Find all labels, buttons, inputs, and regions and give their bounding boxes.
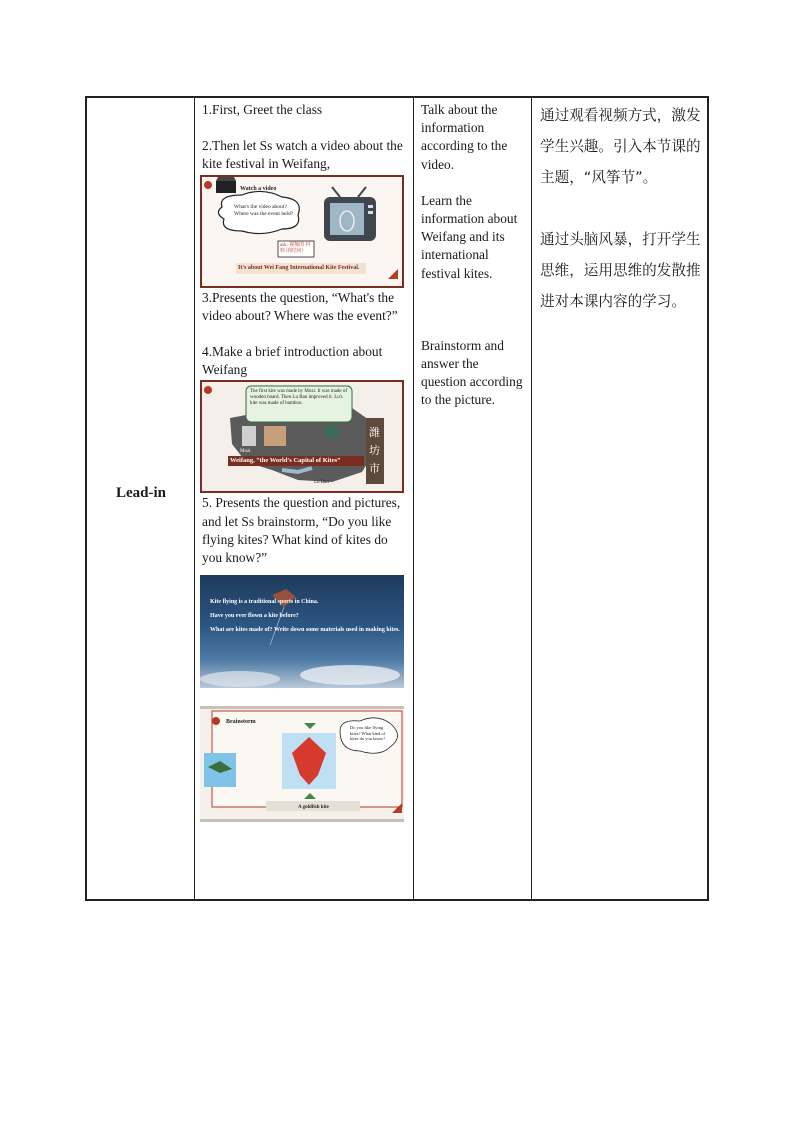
kite-sky-line-1: Kite flying is a traditional sports in China. [210, 599, 319, 606]
video-slide-image [200, 175, 404, 288]
brainstorm-slide-heading: Brainstorm [226, 719, 256, 726]
weifang-slide-vertical-title: 潍坊市 [369, 426, 380, 476]
stage-cell [87, 98, 195, 899]
student-activity-3: Brainstorm and answer the question according to the picture. [421, 337, 523, 408]
teacher-step-4: 4.Make a brief introduction about Weifang [202, 344, 383, 378]
weifang-slide-banner: Weifang, “the World's Capital of Kites” [230, 457, 341, 465]
student-activity-1: Talk about the information according to the video. [421, 102, 508, 172]
kite-sky-line-3: What are kites made of? Write down some materials used in making kites. [210, 627, 400, 634]
brainstorm-slide-caption: A goldfish kite [298, 805, 329, 811]
student-activity-2: Learn the information about Weifang and its international festival kites. [421, 192, 518, 281]
design-intent-1: 通过观看视频方式，激发学生兴趣。引入本节课的主题，“风筝节”。 [540, 107, 701, 186]
teacher-step-5: 5. Presents the question and pictures, and let Ss brainstorm, “Do you like flying kites? What kind of kites do you know?” [202, 495, 401, 566]
brainstorm-slide-bubble: Do you like flying kites? What kind of kites do you know? [350, 725, 386, 742]
design-intent-2: 通过头脑风暴，打开学生思维，运用思维的发散推进对本课内容的学习。 [540, 231, 701, 310]
design-intent-cell [533, 98, 709, 899]
teacher-step-1: 1.First, Greet the class [202, 102, 323, 117]
teacher-activity-cell [196, 98, 414, 899]
teacher-step-3: 3.Presents the question, “What's the video about? Where was the event?” [202, 289, 398, 323]
weifang-slide-label-luban: Lu Ban [314, 480, 329, 486]
weifang-slide-bubble: The first kite was made by Mozi. It was made of wooden board. Then Lu Ban improved it. Lu's kite was made of bamboo. [250, 389, 348, 407]
video-slide-bubble: What's the video about? Where was the event held? [234, 203, 294, 217]
student-activity-cell [415, 98, 531, 899]
weifang-slide-label-mozi: Mozi [240, 449, 251, 455]
video-slide-heading: Watch a video [240, 185, 277, 192]
video-slide-tag: ask: 视频的 材料 的时间? [280, 242, 311, 254]
brainstorm-slide-image [200, 706, 404, 822]
video-slide-caption: It's about Wei Fang International Kite Festival. [238, 264, 360, 271]
lesson-plan-table [85, 96, 709, 901]
weifang-slide-image [200, 380, 404, 493]
kite-sky-slide-image [200, 575, 404, 688]
stage-label: Lead-in [115, 485, 166, 501]
kite-sky-line-2: Have you ever flown a kite before? [210, 613, 299, 620]
teacher-step-2: 2.Then let Ss watch a video about the kite festival in Weifang, [202, 138, 403, 172]
